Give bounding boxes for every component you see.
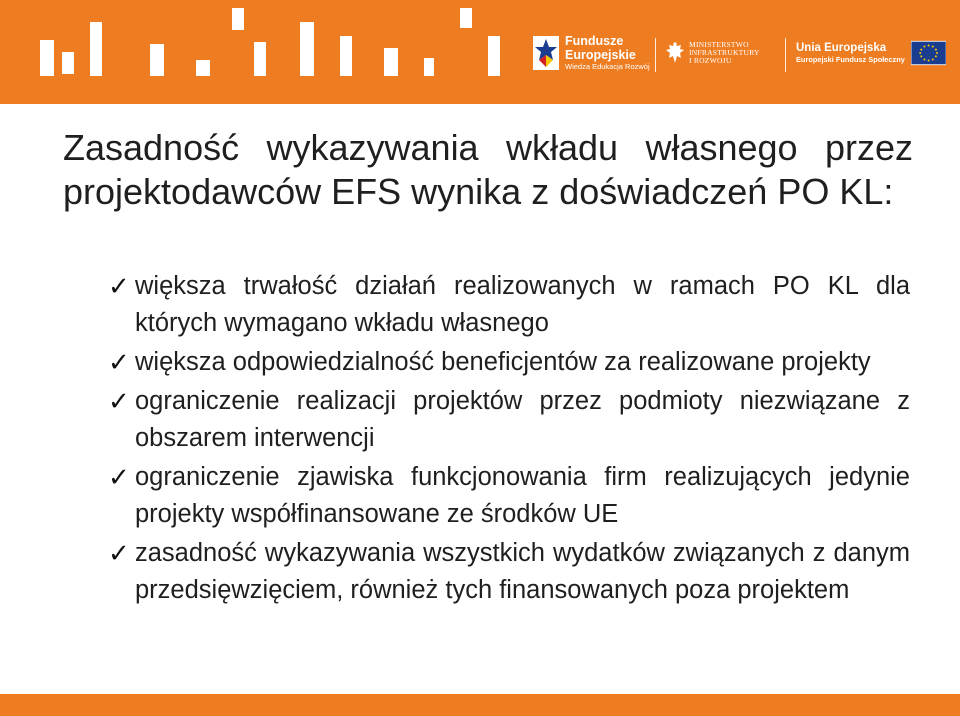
- unia-line2: Europejski Fundusz Społeczny: [796, 55, 905, 65]
- unia-line1: Unia Europejska: [796, 42, 887, 55]
- list-item: [108, 268, 910, 342]
- footer-bar: [0, 694, 960, 716]
- decorative-block: [150, 44, 164, 76]
- checkmark-icon: ✓: [108, 272, 130, 302]
- decorative-block: [460, 8, 472, 28]
- bullet-text: ograniczenie realizacji projektów przez podmioty niezwiązane z obszarem interwencji: [135, 387, 910, 452]
- decorative-block: [384, 48, 398, 76]
- checkmark-icon: ✓: [108, 463, 130, 493]
- decorative-block: [424, 58, 434, 76]
- decorative-block: [62, 52, 74, 74]
- bullet-text: większa odpowiedzialność beneficjentów za realizowane projekty: [135, 348, 871, 376]
- bullet-text: większa trwałość działań realizowanych w ramach PO KL dla których wymagano wkładu własnego: [135, 272, 910, 337]
- slide-title: Zasadność wykazywania wkładu własnego przez projektodawców EFS wynika z doświadczeń PO KL:: [63, 127, 913, 212]
- fundusze-line2: Europejskie: [565, 47, 636, 62]
- logo-divider: [655, 38, 656, 72]
- list-item: [108, 459, 910, 533]
- checkmark-icon: ✓: [108, 348, 130, 378]
- unia-europejska-logo: [796, 30, 946, 76]
- list-item: [108, 535, 910, 609]
- fundusze-line3: Wiedza Edukacja Rozwój: [565, 61, 650, 71]
- fundusze-text: [565, 35, 650, 70]
- ministerstwo-logo: [665, 30, 775, 76]
- list-item: [108, 344, 910, 381]
- decorative-block: [254, 42, 266, 76]
- decorative-block: [90, 22, 102, 76]
- fundusze-line1: Fundusze: [565, 34, 624, 49]
- logo-divider: [785, 38, 786, 72]
- bullet-text: ograniczenie zjawiska funkcjonowania firm realizujących jedynie projekty współfinansowane ze środków UE: [135, 463, 910, 528]
- checkmark-icon: ✓: [108, 539, 130, 569]
- checkmark-icon: ✓: [108, 387, 130, 417]
- ministerstwo-line3: I ROZWOJU: [689, 55, 732, 65]
- list-item: [108, 383, 910, 457]
- decorative-block: [232, 8, 244, 30]
- decorative-block: [40, 40, 54, 76]
- bullet-list: [108, 268, 910, 611]
- decorative-block: [340, 36, 352, 76]
- unia-text: [796, 42, 905, 64]
- eu-flag-icon: [911, 39, 946, 67]
- eagle-emblem-icon: [665, 41, 685, 65]
- ministerstwo-line2: INFRASTRUKTURY: [689, 48, 760, 58]
- fundusze-star-icon: [533, 36, 559, 70]
- decorative-block: [488, 36, 500, 76]
- bullet-text: zasadność wykazywania wszystkich wydatków związanych z danym przedsięwzięciem, również tych finansowanych poza projektem: [135, 539, 910, 604]
- decorative-block: [300, 22, 314, 76]
- ministerstwo-text: [689, 41, 760, 65]
- fundusze-europejskie-logo: [533, 30, 683, 76]
- header-bar: [0, 0, 960, 104]
- decorative-block: [196, 60, 210, 76]
- ministerstwo-line1: MINISTERSTWO: [689, 40, 749, 50]
